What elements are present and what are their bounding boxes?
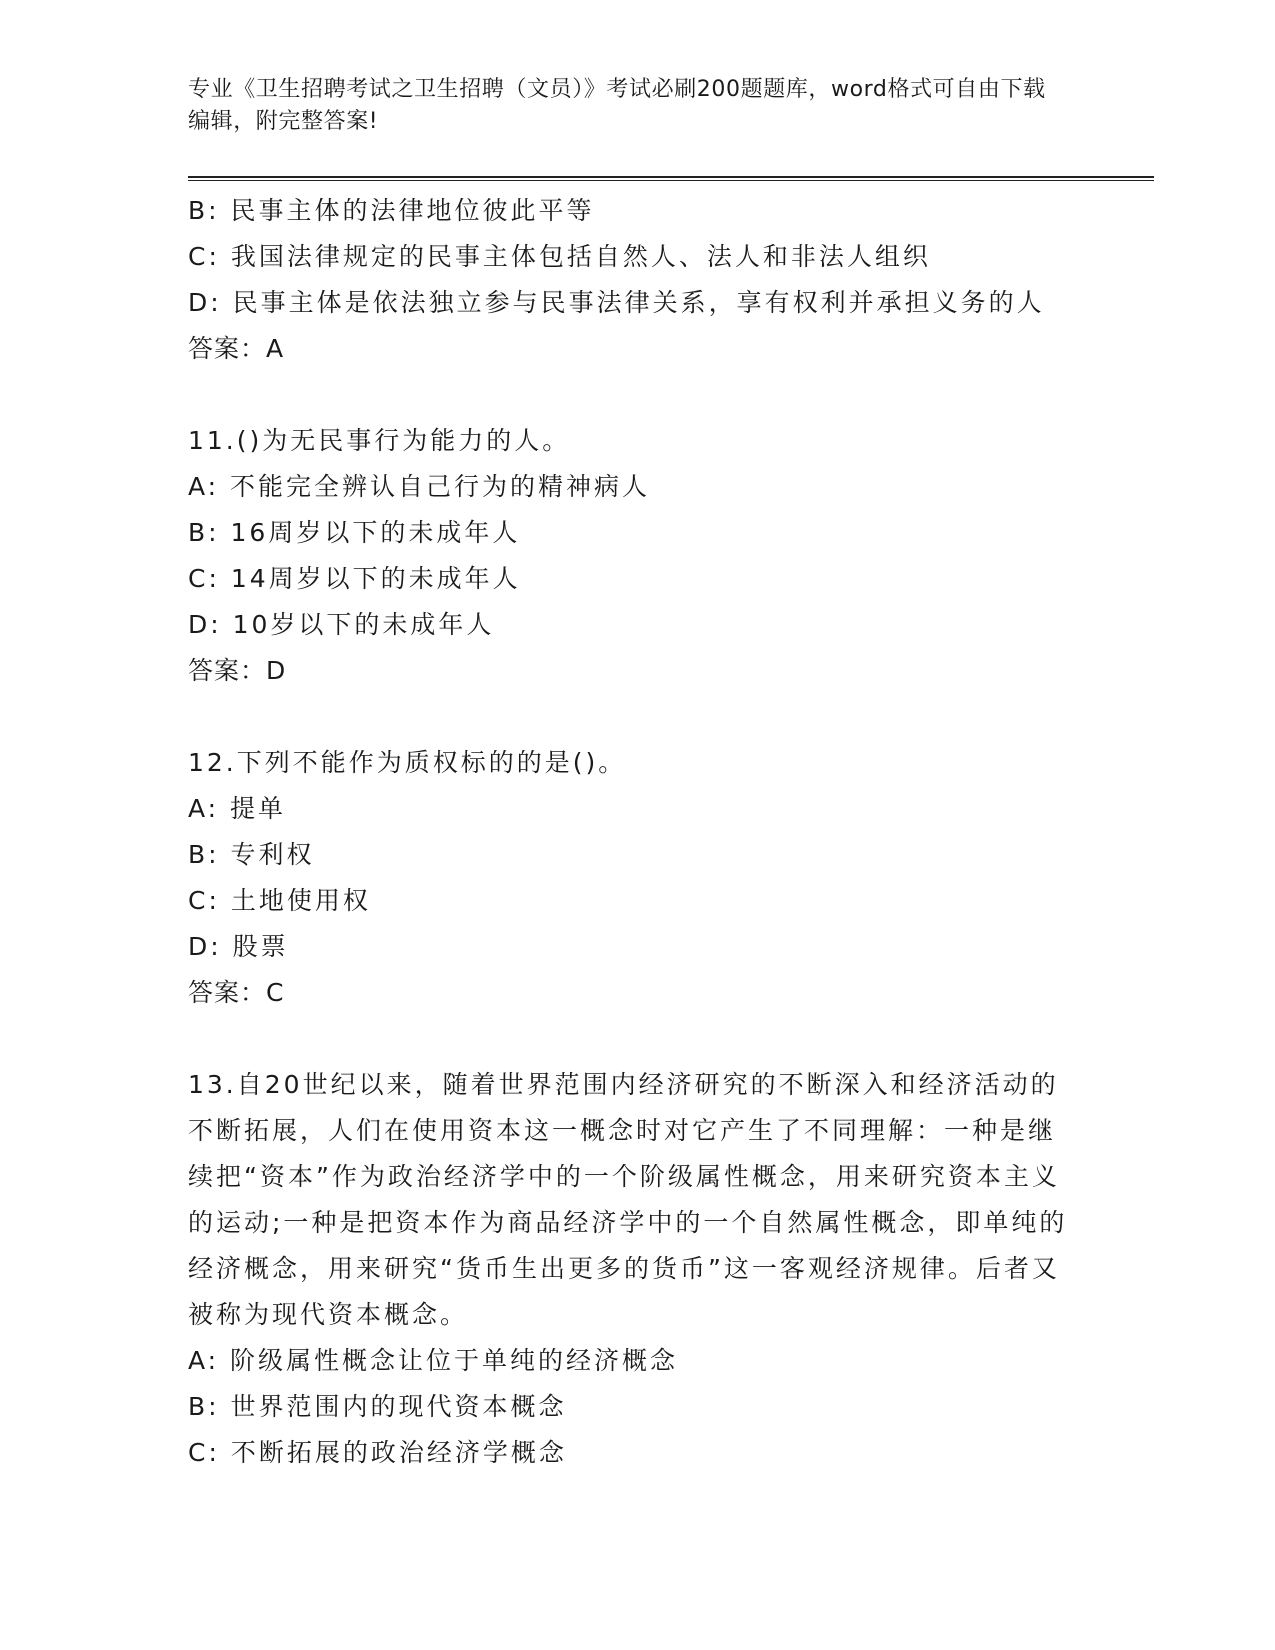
question-11 bbox=[188, 418, 1088, 694]
answer: 答案：D bbox=[188, 656, 287, 685]
option-d: D: 股票 bbox=[188, 932, 289, 961]
partial-question bbox=[188, 188, 1088, 372]
option-b: B: 世界范围内的现代资本概念 bbox=[188, 1392, 567, 1421]
option-d: D: 民事主体是依法独立参与民事法律关系，享有权利并承担义务的人 bbox=[188, 288, 1045, 317]
answer: 答案：A bbox=[188, 334, 285, 363]
option-a: A: 阶级属性概念让位于单纯的经济概念 bbox=[188, 1346, 679, 1375]
question-13 bbox=[188, 1062, 1088, 1476]
option-a: A: 提单 bbox=[188, 794, 287, 823]
question-text: 13.自20世纪以来，随着世界范围内经济研究的不断深入和经济活动的不断拓展，人们在使用资本这一概念时对它产生了不同理解：一种是继续把“资本”作为政治经济学中的一个阶级属性概念，用来研究资本主义的运动;一种是把资本作为商品经济学中的一个自然属性概念，即单纯的经济概念，用来研究“货币生出更多的货币”这一客观经济规律。后者又被称为现代资本概念。 bbox=[188, 1070, 1068, 1329]
question-content bbox=[188, 188, 1088, 1476]
option-c: C: 我国法律规定的民事主体包括自然人、法人和非法人组织 bbox=[188, 242, 931, 271]
document-header: 专业《卫生招聘考试之卫生招聘（文员）》考试必刷200题题库，word格式可自由下载编辑，附完整答案! bbox=[188, 77, 1046, 134]
option-c: C: 14周岁以下的未成年人 bbox=[188, 564, 521, 593]
option-b: B: 专利权 bbox=[188, 840, 315, 869]
option-c: C: 土地使用权 bbox=[188, 886, 371, 915]
question-12 bbox=[188, 740, 1088, 1016]
header-divider bbox=[188, 176, 1154, 183]
option-b: B: 16周岁以下的未成年人 bbox=[188, 518, 521, 547]
question-text: 12.下列不能作为质权标的的是()。 bbox=[188, 748, 627, 777]
option-a: A: 不能完全辨认自己行为的精神病人 bbox=[188, 472, 651, 501]
question-text: 11.()为无民事行为能力的人。 bbox=[188, 426, 571, 455]
option-c: C: 不断拓展的政治经济学概念 bbox=[188, 1438, 567, 1467]
option-b: B: 民事主体的法律地位彼此平等 bbox=[188, 196, 595, 225]
option-d: D: 10岁以下的未成年人 bbox=[188, 610, 495, 639]
answer: 答案：C bbox=[188, 978, 285, 1007]
